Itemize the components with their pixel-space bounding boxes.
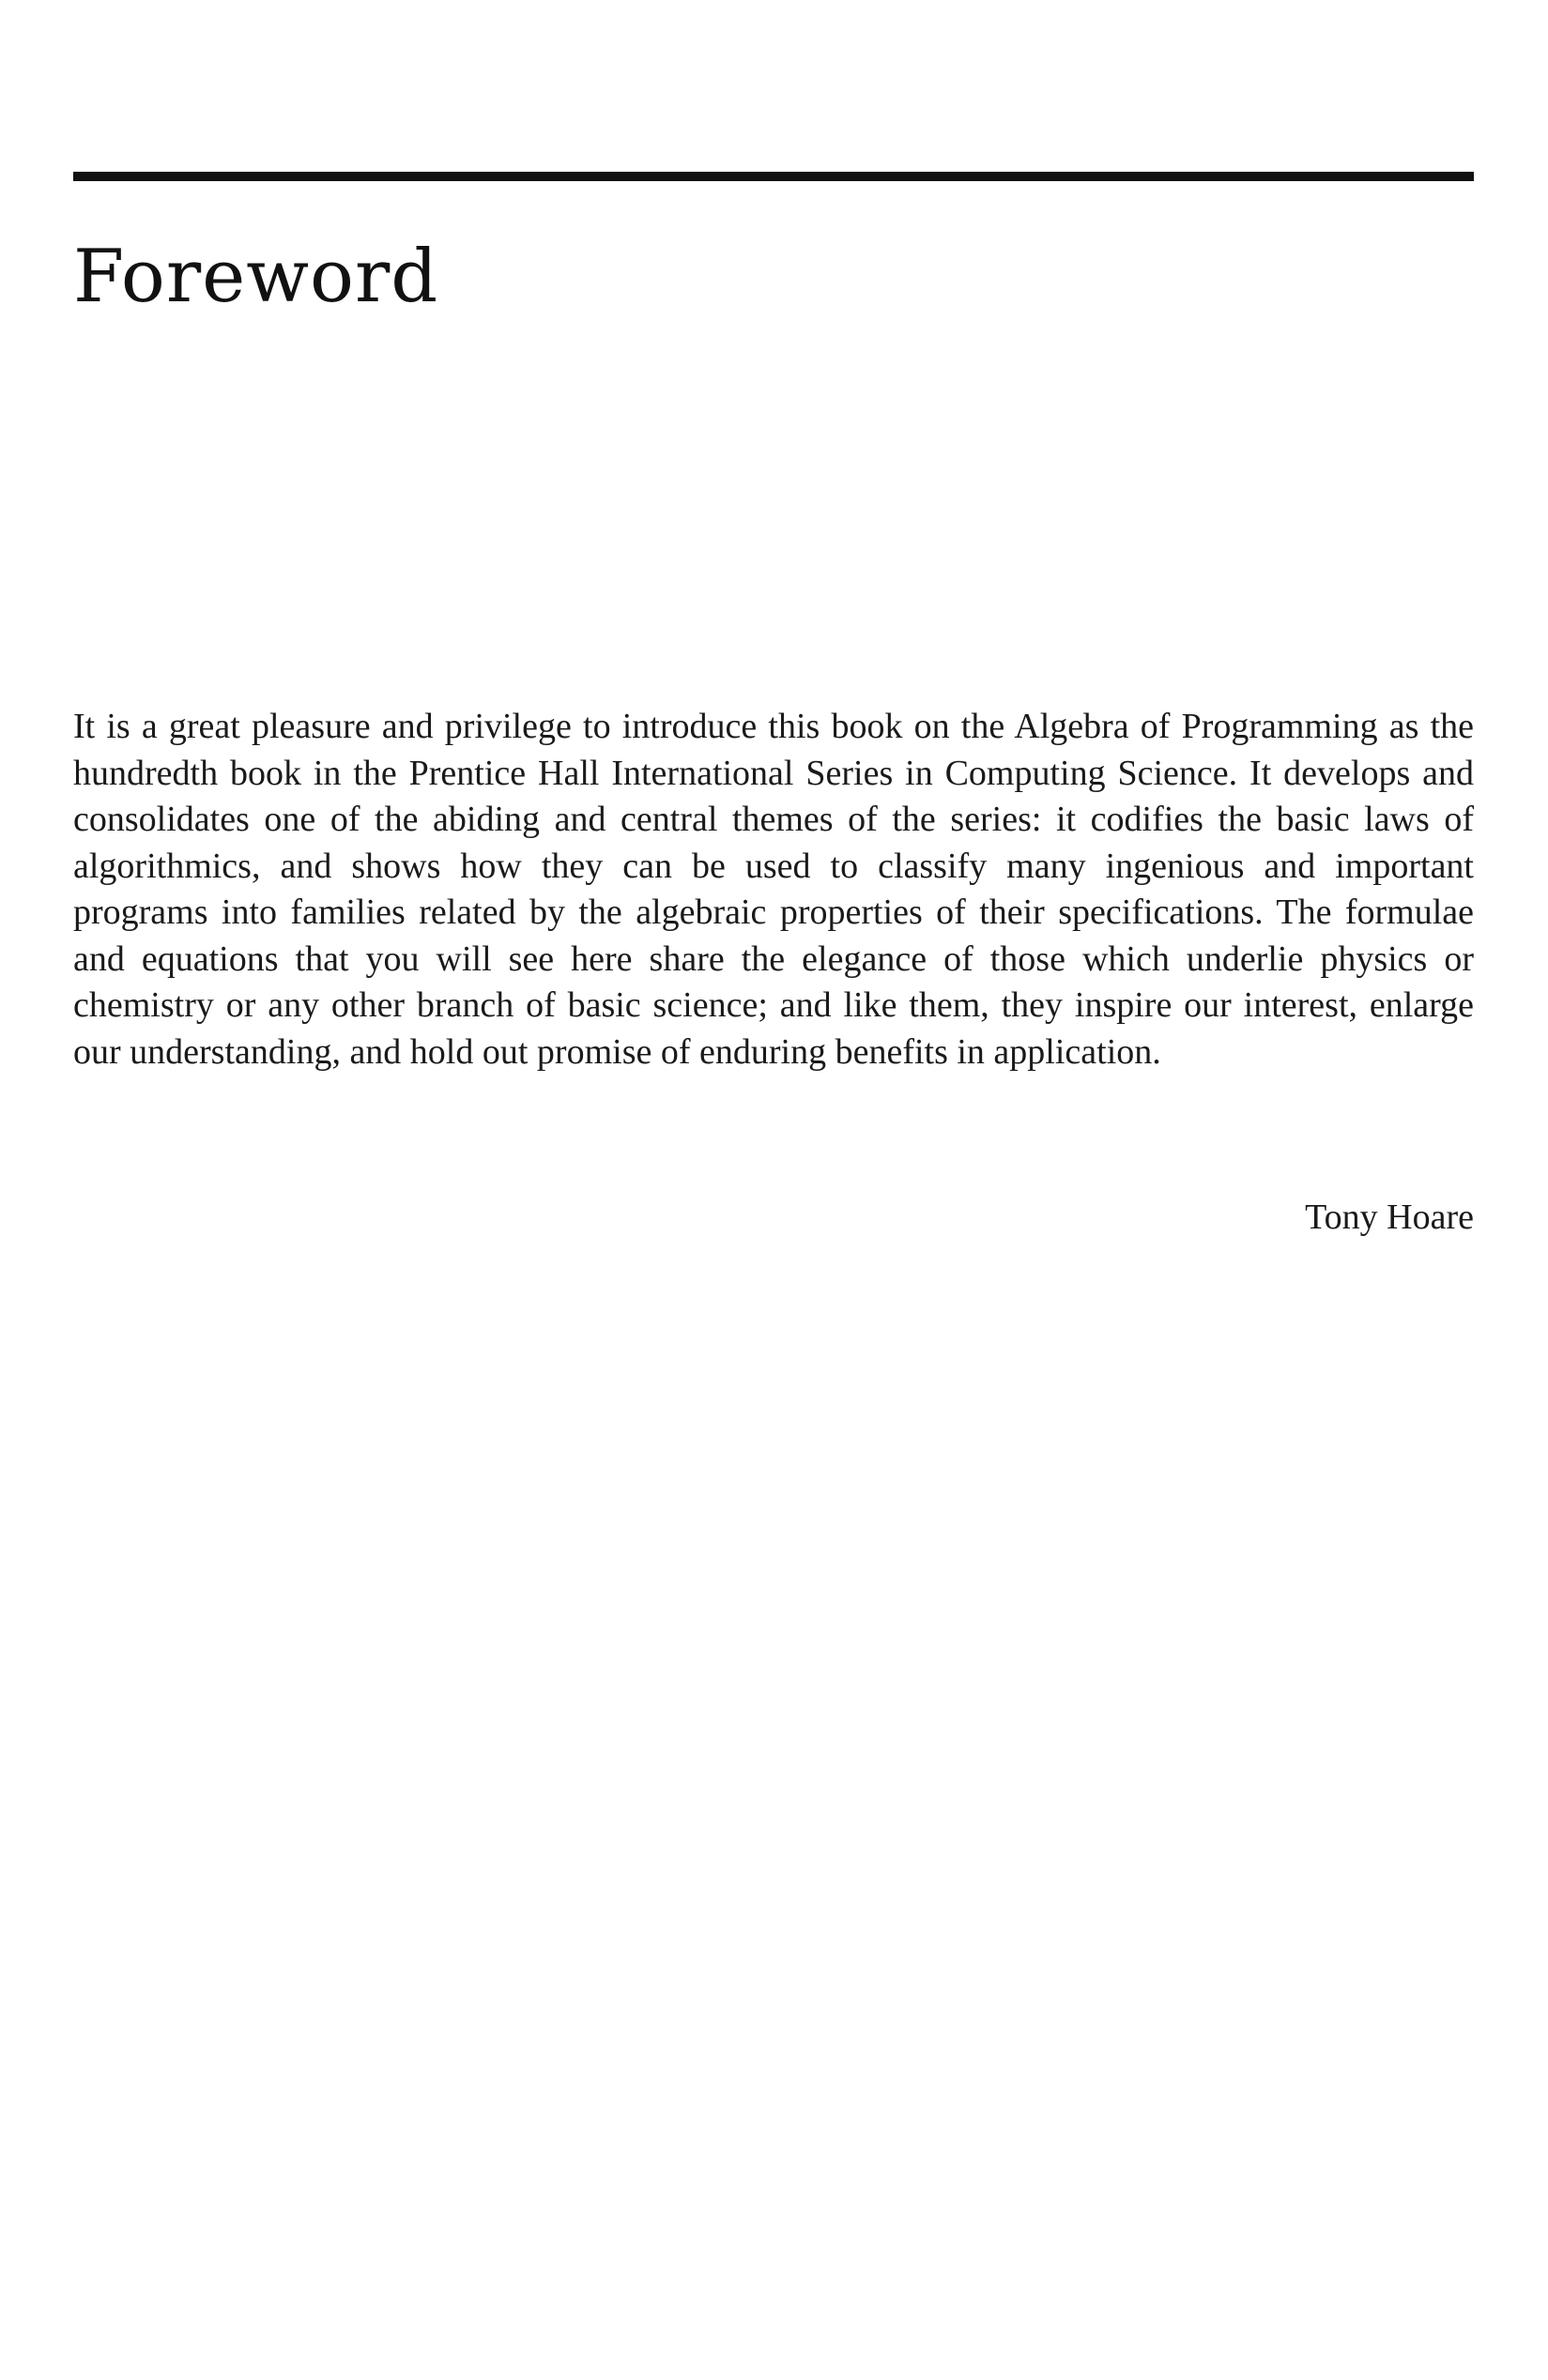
chapter-top-rule — [73, 172, 1474, 181]
chapter-title: Foreword — [73, 235, 439, 319]
author-signature: Tony Hoare — [1305, 1198, 1474, 1237]
foreword-paragraph: It is a great pleasure and privilege to introduce this book on the Algebra of Programming as the hundredth book in the Prentice Hall International Series in Computing Science. It develops and consolidates one of the abiding and central themes of the series: it codifies the basic laws of algorithmics, and shows how they can be used to classify many ingenious and important programs into families related by the algebraic properties of their specifications. The formulae and equations that you will see here share the elegance of those which underlie physics or chemistry or any other branch of basic science; and like them, they inspire our interest, enlarge our understanding, and hold out promise of enduring benefits in application. — [73, 707, 1474, 1072]
